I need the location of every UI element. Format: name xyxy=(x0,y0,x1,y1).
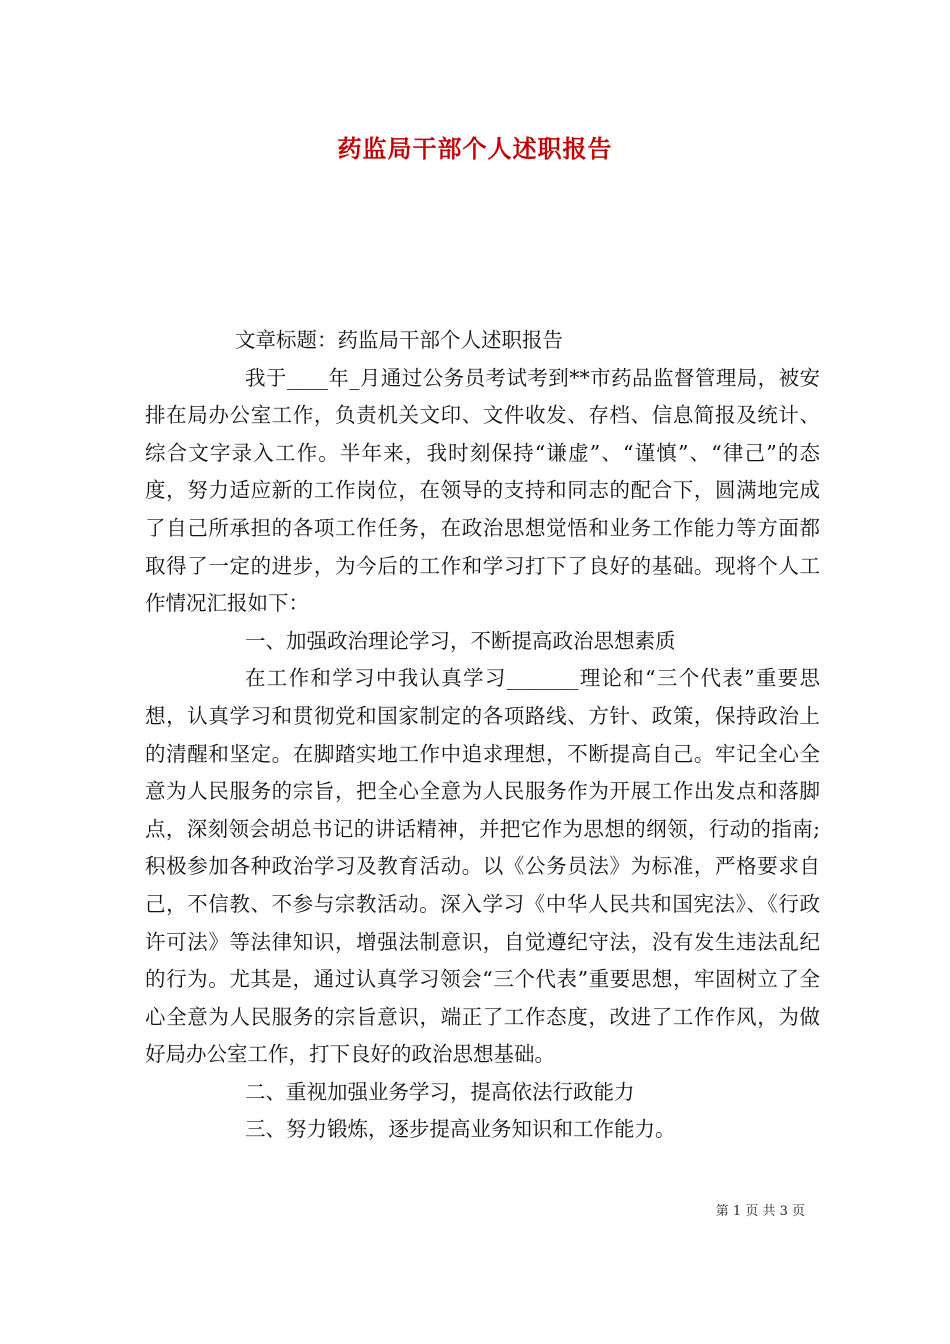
page-number-footer: 第 1 页 共 3 页 xyxy=(715,1204,805,1219)
section-heading-3: 三、努力锻炼，逐步提高业务知识和工作能力。 xyxy=(245,1117,676,1142)
intro-paragraph: 我于____年_月通过公务员考试考到**市药品监督管理局，被安排在局办公室工作，负责机关文印、文件收发、存档、信息简报及统计、综合文字录入工作。半年来，我时刻保持“谦虚”、“谨慎”、“律己”的态度，努力适应新的工作岗位，在领导的支持和同志的配合下，圆满地完成了自己所承担的各项工作任务，在政治思想觉悟和业务工作能力等方面都取得了一定的进步，为今后的工作和学习打下了良好的基础。现将个人工作情况汇报如下： xyxy=(145,365,820,616)
section-heading-1: 一、加强政治理论学习，不断提高政治思想素质 xyxy=(245,628,676,653)
document-title: 药监局干部个人述职报告 xyxy=(337,134,613,163)
article-title-line: 文章标题：药监局干部个人述职报告 xyxy=(235,328,563,352)
section-heading-2: 二、重视加强业务学习，提高依法行政能力 xyxy=(245,1079,635,1104)
section-1-paragraph: 在工作和学习中我认真学习_______理论和“三个代表”重要思想，认真学习和贯彻党和国家制定的各项路线、方针、政策，保持政治上的清醒和坚定。在脚踏实地工作中追求理想，不断提高自己。牢记全心全意为人民服务的宗旨，把全心全意为人民服务作为开展工作出发点和落脚点，深刻领会胡总书记的讲话精神，并把它作为思想的纲领，行动的指南;积极参加各种政治学习及教育活动。以《公务员法》为标准，严格要求自己，不信教、不参与宗教活动。深入学习《中华人民共和国宪法》、《行政许可法》等法律知识，增强法制意识，自觉遵纪守法，没有发生违法乱纪的行为。尤其是，通过认真学习领会“三个代表”重要思想，牢固树立了全心全意为人民服务的宗旨意识，端正了工作态度，改进了工作作风，为做好局办公室工作，打下良好的政治思想基础。 xyxy=(145,666,820,1067)
document-body xyxy=(145,322,820,1149)
